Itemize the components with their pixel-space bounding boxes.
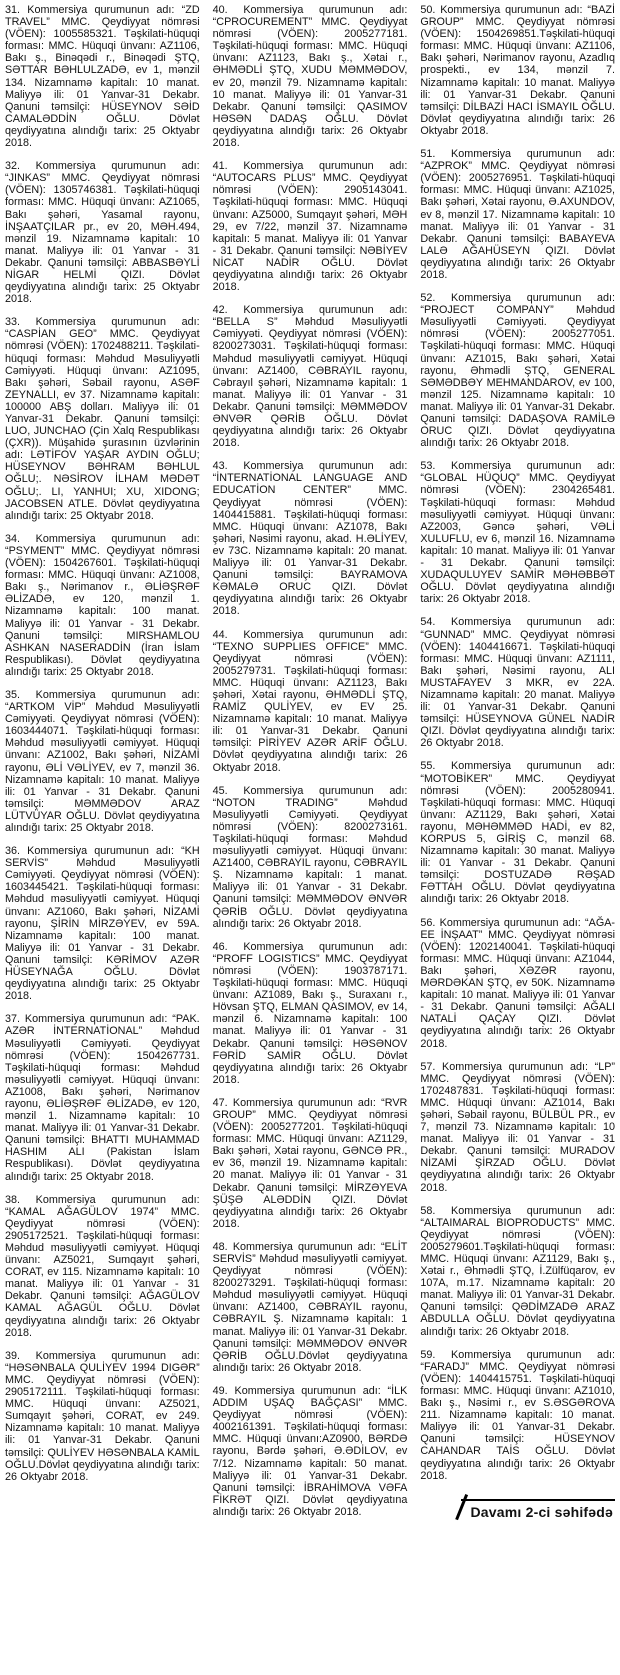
registry-entry-33: 33. Kommersiya qurumunun adı: “CASPİAN GEO” MMC. Qeydiyyat nömrəsi (VÖEN): 1702488211. Təşkilati-hüquqi forması: Məhdud Məsuliyyətli Cəmiyyəti. Hüquqi ünvanı: AZ1095, Bakı şəhəri, Səbail rayonu, ASƏF ZEYNALLI, ev 37. Nizamnamə kapitalı: 100000 ABŞ dolları. Maliyyə ili: 01 Yanvar-31 Dekabr. Qanuni təmsilçi: LUO, JUNCHAO (Çin Xalq Respublikası (ÇXR)). Müşahidə şurasının üzvlərinin adı: LƏTİFOV YAŞAR AYDIN OĞLU; HÜSEYNOV BƏHRAM BƏHLUL OĞLU;. NƏSİROV İLHAM MƏDƏT OĞLU;. LI, YANHUI; XU, XIDONG; JACOBSEN ATLE. Dövlət qeydiyyatına alındığı tarix: 25 Oktyabr 2018.: [5, 316, 200, 522]
registry-entry-37: 37. Kommersiya qurumunun adı: “PAK. AZƏR İNTERNATİONAL” Məhdud Məsuliyyətli Cəmiyyəti. Qeydiyyat nömrəsi (VÖEN): 1504267731. Təşkilati-hüquqi forması: Məhdud məsuliyyətli cəmiyyət. Hüquqi ünvanı: AZ1008, Bakı şəhəri, Nərimanov rayonu, ƏLİƏŞRƏF ƏLİZADƏ, ev 120, mənzil 1. Nizamnamə kapitalı: 10 manat. Maliyyə ili: 01 Yanvar-31 Dekabr. Qanuni təmsilçi: BHATTI MUHAMMAD HASHIM ALI (Pakistan İslam Respublikası). Dövlət qeydiyyatına alındığı tarix: 25 Oktyabr 2018.: [5, 1013, 200, 1183]
registry-entry-49: 49. Kommersiya qurumunun adı: “İLK ADDIM UŞAQ BAĞÇASI” MMC. Qeydiyyat nömrəsi (VÖEN): 4002161391. Təşkilati-hüquqi forması: MMC. Hüquqi ünvanı:AZ0900, BƏRDƏ rayonu, Bərdə şəhəri, Ə.ƏDİLOV, ev 7/12. Nizamnamə kapitalı: 50 manat. Maliyyə ili: 01 Yanvar-31 Dekabr. Qanuni təmsilçi: İBRAHİMOVA VƏFA FİKRƏT QIZI. Dövlət qeydiyyatına alındığı tarix: 26 Oktyabr 2018.: [212, 1384, 408, 1518]
registry-entry-42: 42. Kommersiya qurumunun adı: “BELLA S” Məhdud Məsuliyyətli Cəmiyyəti. Qeydiyyat nömrəsi (VÖEN): 8200273031. Təşkilati-hüquqi forması: Məhdud məsuliyyətli cəmiyyət. Hüquqi ünvanı: AZ1400, CƏBRAYIL rayonu, Cəbrayıl şəhəri, Nizamnamə kapitalı: 1 manat. Maliyyə ili: 01 Yanvar - 31 Dekabr. Qanuni təmsilçi: MƏMMƏDOV ƏNVƏR QƏRİB OĞLU. Dövlət qeydiyyatına alındığı tarix: 26 Oktyabr 2018.: [212, 304, 408, 450]
registry-entry-55: 55. Kommersiya qurumunun adı: “MOTOBİKER” MMC. Qeydiyyat nömrəsi (VÖEN): 2005280941. Təşkilati-hüquqi forması: MMC. Hüquqi ünvanı: AZ1129, Bakı şəhəri, Xətai rayonu, MƏHƏMMƏD HADİ, ev 82, KORPUS 5, GİRİŞ C, mənzil 68. Nizamnamə kapitalı: 30 manat. Maliyyə ili: 01 Yanvar - 31 Dekabr. Qanuni təmsilçi: DOSTUZADƏ RƏŞAD FƏTTAH OĞLU. Dövlət qeydiyyatına alındığı tarix: 26 Oktyabr 2018.: [420, 760, 616, 906]
registry-entry-56: 56. Kommersiya qurumunun adı: “AĞA-EE İNŞAAT” MMC. Qeydiyyat nömrəsi (VÖEN): 1202140041. Təşkilati-hüquqi forması: MMC. Hüquqi ünvanı: AZ1044, Bakı şəhəri, XƏZƏR rayonu, MƏRDƏKAN ŞTQ, ev 50K. Nizamnamə kapitalı: 10 manat. Maliyyə ili: 01 Yanvar - 31 Dekabr. Qanuni təmsilçi: AĞALI NATALİ QAÇAY QIZI. Dövlət qeydiyyatına alındığı tarix: 26 Oktyabr 2018.: [420, 916, 616, 1050]
registry-entry-31: 31. Kommersiya qurumunun adı: “ZD TRAVEL” MMC. Qeydiyyat nömrəsi (VÖEN): 1005585321. Təşkilati-hüquqi forması: MMC. Hüquqi ünvanı: AZ1106, Bakı ş., Binəqədi r., Binəqədi ŞTQ, SƏTTAR BƏHLULZADƏ, ev 1, mənzil 134. Nizamnamə kapitalı: 10 manat. Maliyyə ili: 01 Yanvar-31 Dekabr. Qanuni təmsilçi: HÜSEYNOV SƏİD CAMALƏDDİN OĞLU. Dövlət qeydiyyatına alındığı tarix: 25 Oktyabr 2018.: [5, 4, 200, 150]
registry-entry-41: 41. Kommersiya qurumunun adı: “AUTOCARS PLUS” MMC. Qeydiyyat nömrəsi (VÖEN): 2905143041. Təşkilati-hüquqi forması: MMC. Hüquqi ünvanı: AZ5000, Sumqayıt şəhəri, MƏH 29, ev 7/22, mənzil 37. Nizamnamə kapitalı: 5 manat. Maliyyə ili: 01 Yanvar - 31 Dekabr. Qanuni təmsilçi: NƏBİYEV NİCAT NADİR OĞLU. Dövlət qeydiyyatına alındığı tarix: 26 Oktyabr 2018.: [212, 160, 408, 294]
column-1: [5, 4, 200, 1675]
column-3: [420, 4, 615, 1675]
registry-entry-52: 52. Kommersiya qurumunun adı: “PROJECT COMPANY” Məhdud Məsuliyyətli Cəmiyyəti. Qeydiyyat nömrəsi (VÖEN): 2005277051. Təşkilati-hüquqi forması: MMC. Hüquqi ünvanı: AZ1015, Bakı şəhəri, Xətai rayonu, Əhmədli ŞTQ, GENERAL SƏMƏDBƏY MEHMANDAROV, ev 100, mənzil 125. Nizamnamə kapitalı: 10 manat. Maliyyə ili: 01 Yanvar-31 Dekabr. Qanuni təmsilçi: DADAŞOVA RAMİLƏ ORUC QIZI. Dövlət qeydiyyatına alındığı tarix: 26 Oktyabr 2018.: [420, 292, 616, 450]
registry-entry-53: 53. Kommersiya qurumunun adı: “GLOBAL HÜQUQ” MMC. Qeydiyyat nömrəsi (VÖEN): 2304265481. Təşkilati-hüquqi forması: Məhdud məsuliyyətli cəmiyyət. Hüquqi ünvanı: AZ2003, Gəncə şəhəri, VƏLİ XULUFLU, ev 6, mənzil 16. Nizamnamə kapitalı: 10 manat. Maliyyə ili: 01 Yanvar - 31 Dekabr. Qanuni təmsilçi: XUDAQULUYEV SAMİR MƏHƏBBƏT OĞLU. Dövlət qeydiyyatına alındığı tarix: 26 Oktyabr 2018.: [420, 460, 616, 606]
column-2: [213, 4, 408, 1675]
registry-entry-58: 58. Kommersiya qurumunun adı: “ALTAIMARAL BIOPRODUCTS” MMC. Qeydiyyat nömrəsi (VÖEN): 2005279601.Təşkilati-hüquqi forması: MMC. Hüquqi ünvanı: AZ1129, Bakı ş., Xətai r., Əhmədli ŞTQ, İ.Zülfüqarov, ev 107A, m.17. Nizamnamə kapitalı: 20 manat. Maliyyə ili: 01 Yanvar-31 Dekabr. Qanuni təmsilçi: QƏDİMZADƏ ARAZ ABDULLA OĞLU. Dövlət qeydiyyatına alındığı tarix: 26 Oktyabr 2018.: [420, 1204, 616, 1338]
registry-entry-59: 59. Kommersiya qurumunun adı: “FARADJ” MMC. Qeydiyyat nömrəsi (VÖEN): 1404415751. Təşkilati-hüquqi forması: MMC. Hüquqi ünvanı: AZ1010, Bakı ş., Nəsimi r., ev S.ƏSGƏROVA 211. Nizamnamə kapitalı: 10 manat. Maliyyə ili: 01 Yanvar-31 Dekabr. Qanuni təmsilçi: HÜSEYNOV CAHANDAR TAİS OĞLU. Dövlət qeydiyyatına alındığı tarix: 26 Oktyabr 2018.: [420, 1348, 616, 1482]
registry-entry-35: 35. Kommersiya qurumunun adı: “ARTKOM VİP” Məhdud Məsuliyyətli Cəmiyyəti. Qeydiyyat nömrəsi (VÖEN): 1603444071. Təşkilati-hüquqi forması: Məhdud məsuliyyətli cəmiyyət. Hüquqi ünvanı: AZ1002, Bakı şəhəri, NİZAMİ rayonu, ƏLİ VƏLİYEV, ev 7, mənzil 36. Nizamnamə kapitalı: 10 manat. Maliyyə ili: 01 Yanvar - 31 Dekabr. Qanuni təmsilçi: MƏMMƏDOV ARAZ LÜTVÜYAR OĞLU. Dövlət qeydiyyatına alındığı tarix: 25 Oktyabr 2018.: [5, 688, 200, 834]
registry-entry-47: 47. Kommersiya qurumunun adı: “RVR GROUP” MMC. Qeydiyyat nömrəsi (VÖEN): 2005277201. Təşkilati-hüquqi forması: MMC. Hüquqi ünvanı: AZ1129, Bakı şəhəri, Xətai rayonu, GƏNCƏ PR., ev 36, mənzil 19. Nizamnamə kapitalı: 20 manat. Maliyyə ili: 01 Yanvar - 31 Dekabr. Qanuni təmsilçi: MİRZƏYEVA ŞÜŞƏ ALƏDDİN QIZI. Dövlət qeydiyyatına alındığı tarix: 26 Oktyabr 2018.: [212, 1096, 408, 1230]
continuation-note: [420, 1493, 615, 1520]
registry-entry-57: 57. Kommersiya qurumunun adı: “LP” MMC. Qeydiyyat nömrəsi (VÖEN): 1702487831. Təşkilati-hüquqi forması: MMC. Hüquqi ünvanı: AZ1014, Bakı şəhəri, Səbail rayonu, BÜLBÜL PR., ev 7, mənzil 73. Nizamnamə kapitalı: 10 manat. Maliyyə ili: 01 Yanvar - 31 Dekabr. Qanuni təmsilçi: MURADOV NİZAMİ ŞİRZAD OĞLU. Dövlət qeydiyyatına alındığı tarix: 26 Oktyabr 2018.: [420, 1060, 616, 1194]
registry-entry-46: 46. Kommersiya qurumunun adı: “PROFF LOGISTICS” MMC. Qeydiyyat nömrəsi (VÖEN): 1903787171. Təşkilati-hüquqi forması: MMC. Hüquqi ünvanı: AZ1089, Bakı ş., Suraxanı r., Hövsan ŞTQ, ELMAN QASIMOV, ev 14, mənzil 6. Nizamnamə kapitalı: 100 manat. Maliyyə ili: 01 Yanvar - 31 Dekabr. Qanuni təmsilçi: HƏSƏNOV FƏRİD SAMİR OĞLU. Dövlət qeydiyyatına alındığı tarix: 26 Oktyabr 2018.: [212, 940, 408, 1086]
registry-entry-34: 34. Kommersiya qurumunun adı: “PSYMENT” MMC. Qeydiyyat nömrəsi (VÖEN): 1504267601. Təşkilati-hüquqi forması: MMC. Hüquqi ünvanı: AZ1008, Bakı ş., Nərimanov r., ƏLİƏŞRƏF ƏLİZADƏ, ev 120, mənzil 1. Nizamnamə kapitalı: 100 manat. Maliyyə ili: 01 Yanvar - 31 Dekabr. Qanuni təmsilçi: MIRSHAMLOU ASHKAN NASERADDİN (İran İslam Respublikası). Dövlət qeydiyyatına alındığı tarix: 25 Oktyabr 2018.: [5, 532, 200, 678]
registry-entry-54: 54. Kommersiya qurumunun adı: “GUNNAD” MMC. Qeydiyyat nömrəsi (VÖEN): 1404416671. Təşkilati-hüquqi forması: MMC. Hüquqi ünvanı: AZ1111, Bakı şəhəri, Nəsimi rayonu, ALI MUSTAFAYEV 3 MKR, ev 22A. Nizamnamə kapitalı: 20 manat. Maliyyə ili: 01 Yanvar-31 Dekabr. Qanuni təmsilçi: HÜSEYNOVA GÜNEL NADİR QIZI. Dövlət qeydiyyatına alındığı tarix: 26 Oktyabr 2018.: [420, 616, 616, 750]
registry-entry-45: 45. Kommersiya qurumunun adı: “NOTON TRADING” Məhdud Məsuliyyətli Cəmiyyəti. Qeydiyyat nömrəsi (VÖEN): 8200273161. Təşkilati-hüquqi forması: Məhdud məsuliyyətli cəmiyyət. Hüquqi ünvanı: AZ1400, CƏBRAYIL rayonu, CƏBRAYIL Ş. Nizamnamə kapitalı: 1 manat. Maliyyə ili: 01 Yanvar - 31 Dekabr. Qanuni təmsilçi: MƏMMƏDOV ƏNVƏR QƏRİB OĞLU. Dövlət qeydiyyatına alındığı tarix: 26 Oktyabr 2018.: [212, 784, 408, 930]
registry-entry-40: 40. Kommersiya qurumunun adı: “CPROCUREMENT” MMC. Qeydiyyat nömrəsi (VÖEN): 2005277181. Təşkilati-hüquqi forması: MMC. Hüquqi ünvanı: AZ1123, Bakı ş., Xətai r., ƏHMƏDLİ ŞTQ, XUDU MƏMMƏDOV, ev 20, mənzil 79. Nizamnamə kapitalı: 10 manat. Maliyyə ili: 01 Yanvar-31 Dekabr. Qanuni təmsilçi: QASIMOV HƏSƏN DADAŞ OĞLU. Dövlət qeydiyyatına alındığı tarix: 26 Oktyabr 2018.: [212, 4, 408, 150]
registry-entry-43: 43. Kommersiya qurumunun adı: “İNTERNATİONAL LANGUAGE AND EDUCATİON CENTER” MMC. Qeydiyyat nömrəsi (VÖEN): 1404415881. Təşkilati-hüquqi forması: MMC. Hüquqi ünvanı: AZ1078, Bakı şəhəri, Nəsimi rayonu, akad. H.ƏLİYEV, ev 73C. Nizamnamə kapitalı: 20 manat. Maliyyə ili: 01 Yanvar-31 Dekabr. Qanuni təmsilçi: BAYRAMOVA KƏMALƏ ORUC QIZI. Dövlət qeydiyyatına alındığı tarix: 26 Oktyabr 2018.: [212, 460, 408, 618]
registry-entry-48: 48. Kommersiya qurumunun adı: “ELİT SERVİS” Məhdud məsuliyyətli cəmiyyət. Qeydiyyat nömrəsi (VÖEN): 8200273291. Təşkilati-hüquqi forması: Məhdud məsuliyyətli cəmiyyət. Hüquqi ünvanı: AZ1400, CƏBRAYIL rayonu, CƏBRAYIL Ş. Nizamnamə kapitalı: 1 manat. Maliyyə ili: 01 Yanvar-31 Dekabr. Qanuni təmsilçi: MƏMMƏDOV ƏNVƏR QƏRİB OĞLU.Dövlət qeydiyyatına alındığı tarix: 26 Oktyabr 2018.: [212, 1240, 408, 1374]
registry-entry-38: 38. Kommersiya qurumunun adı: “KAMAL AĞAGÜLOV 1974” MMC. Qeydiyyat nömrəsi (VÖEN): 2905172521. Təşkilati-hüquqi forması: Məhdud məsuliyyətli cəmiyyət. Hüquqi ünvanı: AZ5021, Sumqayıt şəhəri, CORAT, ev 115. Nizamnamə kapitalı: 10 manat. Maliyyə ili: 01 Yanvar - 31 Dekabr. Qanuni təmsilçi: AĞAGÜLOV KAMAL AĞAGÜL OĞLU. Dövlət qeydiyyatına alındığı tarix: 26 Oktyabr 2018.: [5, 1193, 200, 1339]
registry-entry-51: 51. Kommersiya qurumunun adı: “AZPROK” MMC. Qeydiyyat nömrəsi (VÖEN): 2005276951. Təşkilati-hüquqi forması: MMC. Hüquqi ünvanı: AZ1025, Bakı şəhəri, Xətai rayonu, Ə.AXUNDOV, ev 8, mənzil 17. Nizamnamə kapitalı: 10 manat. Maliyyə ili: 01 Yanvar - 31 Dekabr. Qanuni təmsilçi: BABAYEVA LALƏ AĞAHÜSEYN QIZI. Dövlət qeydiyyatına alındığı tarix: 26 Oktyabr 2018.: [420, 148, 616, 281]
continuation-text: Davamı 2-ci səhifədə: [461, 1499, 616, 1520]
registry-entry-32: 32. Kommersiya qurumunun adı: “JINKAS” MMC. Qeydiyyat nömrəsi (VÖEN): 1305746381. Təşkilati-hüquqi forması: MMC. Hüquqi ünvanı: AZ1065, Bakı şəhəri, Yasamal rayonu, İNŞAATÇILAR pr., ev 20, MƏH.494, mənzil 19. Nizamnamə kapitalı: 10 manat. Maliyyə ili: 01 Yanvar - 31 Dekabr. Qanuni təmsilçi: ABBASBƏYLİ NİGAR HELMİ QIZI. Dövlət qeydiyyatına alındığı tarix: 25 Oktyabr 2018.: [5, 160, 200, 306]
registry-entry-44: 44. Kommersiya qurumunun adı: “TEXNO SUPPLIES OFFICE” MMC. Qeydiyyat nömrəsi (VÖEN): 2005279731. Təşkilati-hüquqi forması: MMC. Hüquqi ünvanı: AZ1123, Bakı şəhəri, Xətai rayonu, ƏHMƏDLİ ŞTQ, RAMİZ QULİYEV, ev EV 25. Nizamnamə kapitalı: 10 manat. Maliyyə ili: 01 Yanvar-31 Dekabr. Qanuni təmsilçi: PİRİYEV AZƏR ARİF OĞLU. Dövlət qeydiyyatına alındığı tarix: 26 Oktyabr 2018.: [212, 628, 408, 774]
registry-entry-39: 39. Kommersiya qurumunun adı: “HƏSƏNBALA QULİYEV 1994 DIGƏR” MMC. Qeydiyyat nömrəsi (VÖEN): 2905172111. Təşkilati-hüquqi forması: MMC. Hüquqi ünvanı: AZ5021, Sumqayıt şəhəri, CORAT, ev 249. Nizamnamə kapitalı: 10 manat. Maliyyə ili: 01 Yanvar-31 Dekabr. Qanuni təmsilçi: QULİYEV HƏSƏNBALA KAMİL OĞLU.Dövlət qeydiyyatına alındığı tarix: 26 Oktyabr 2018.: [5, 1349, 200, 1483]
registry-entry-36: 36. Kommersiya qurumunun adı: “KH SERVİS” Məhdud Məsuliyyətli Cəmiyyəti. Qeydiyyat nömrəsi (VÖEN): 1603445421. Təşkilati-hüquqi forması: Məhdud məsuliyyətli cəmiyyət. Hüquqi ünvanı: AZ1060, Bakı şəhəri, NİZAMİ rayonu, ŞİRİN MİRZƏYEV, ev 59A. Nizamnamə kapitalı: 100 manat. Maliyyə ili: 01 Yanvar - 31 Dekabr. Qanuni təmsilçi: KƏRİMOV AZƏR HÜSEYNAĞA OĞLU. Dövlət qeydiyyatına alındığı tarix: 25 Oktyabr 2018.: [5, 845, 200, 1003]
registry-entry-50: 50. Kommersiya qurumunun adı: “BAZİ GROUP” MMC. Qeydiyyat nömrəsi (VÖEN): 1504269851.Təşkilati-hüquqi forması: MMC. Hüquqi ünvanı: AZ1106, Bakı şəhəri, Nərimanov rayonu, Azadlıq prospekti., ev 134, mənzil 7. Nizamnamə kapitalı: 10 manat. Maliyyə ili: 01 Yanvar-31 Dekabr. Qanuni təmsilçi: DİLBAZİ HACI İSMAYIL OĞLU. Dövlət qeydiyyatına alındığı tarix: 26 Oktyabr 2018.: [420, 4, 616, 137]
